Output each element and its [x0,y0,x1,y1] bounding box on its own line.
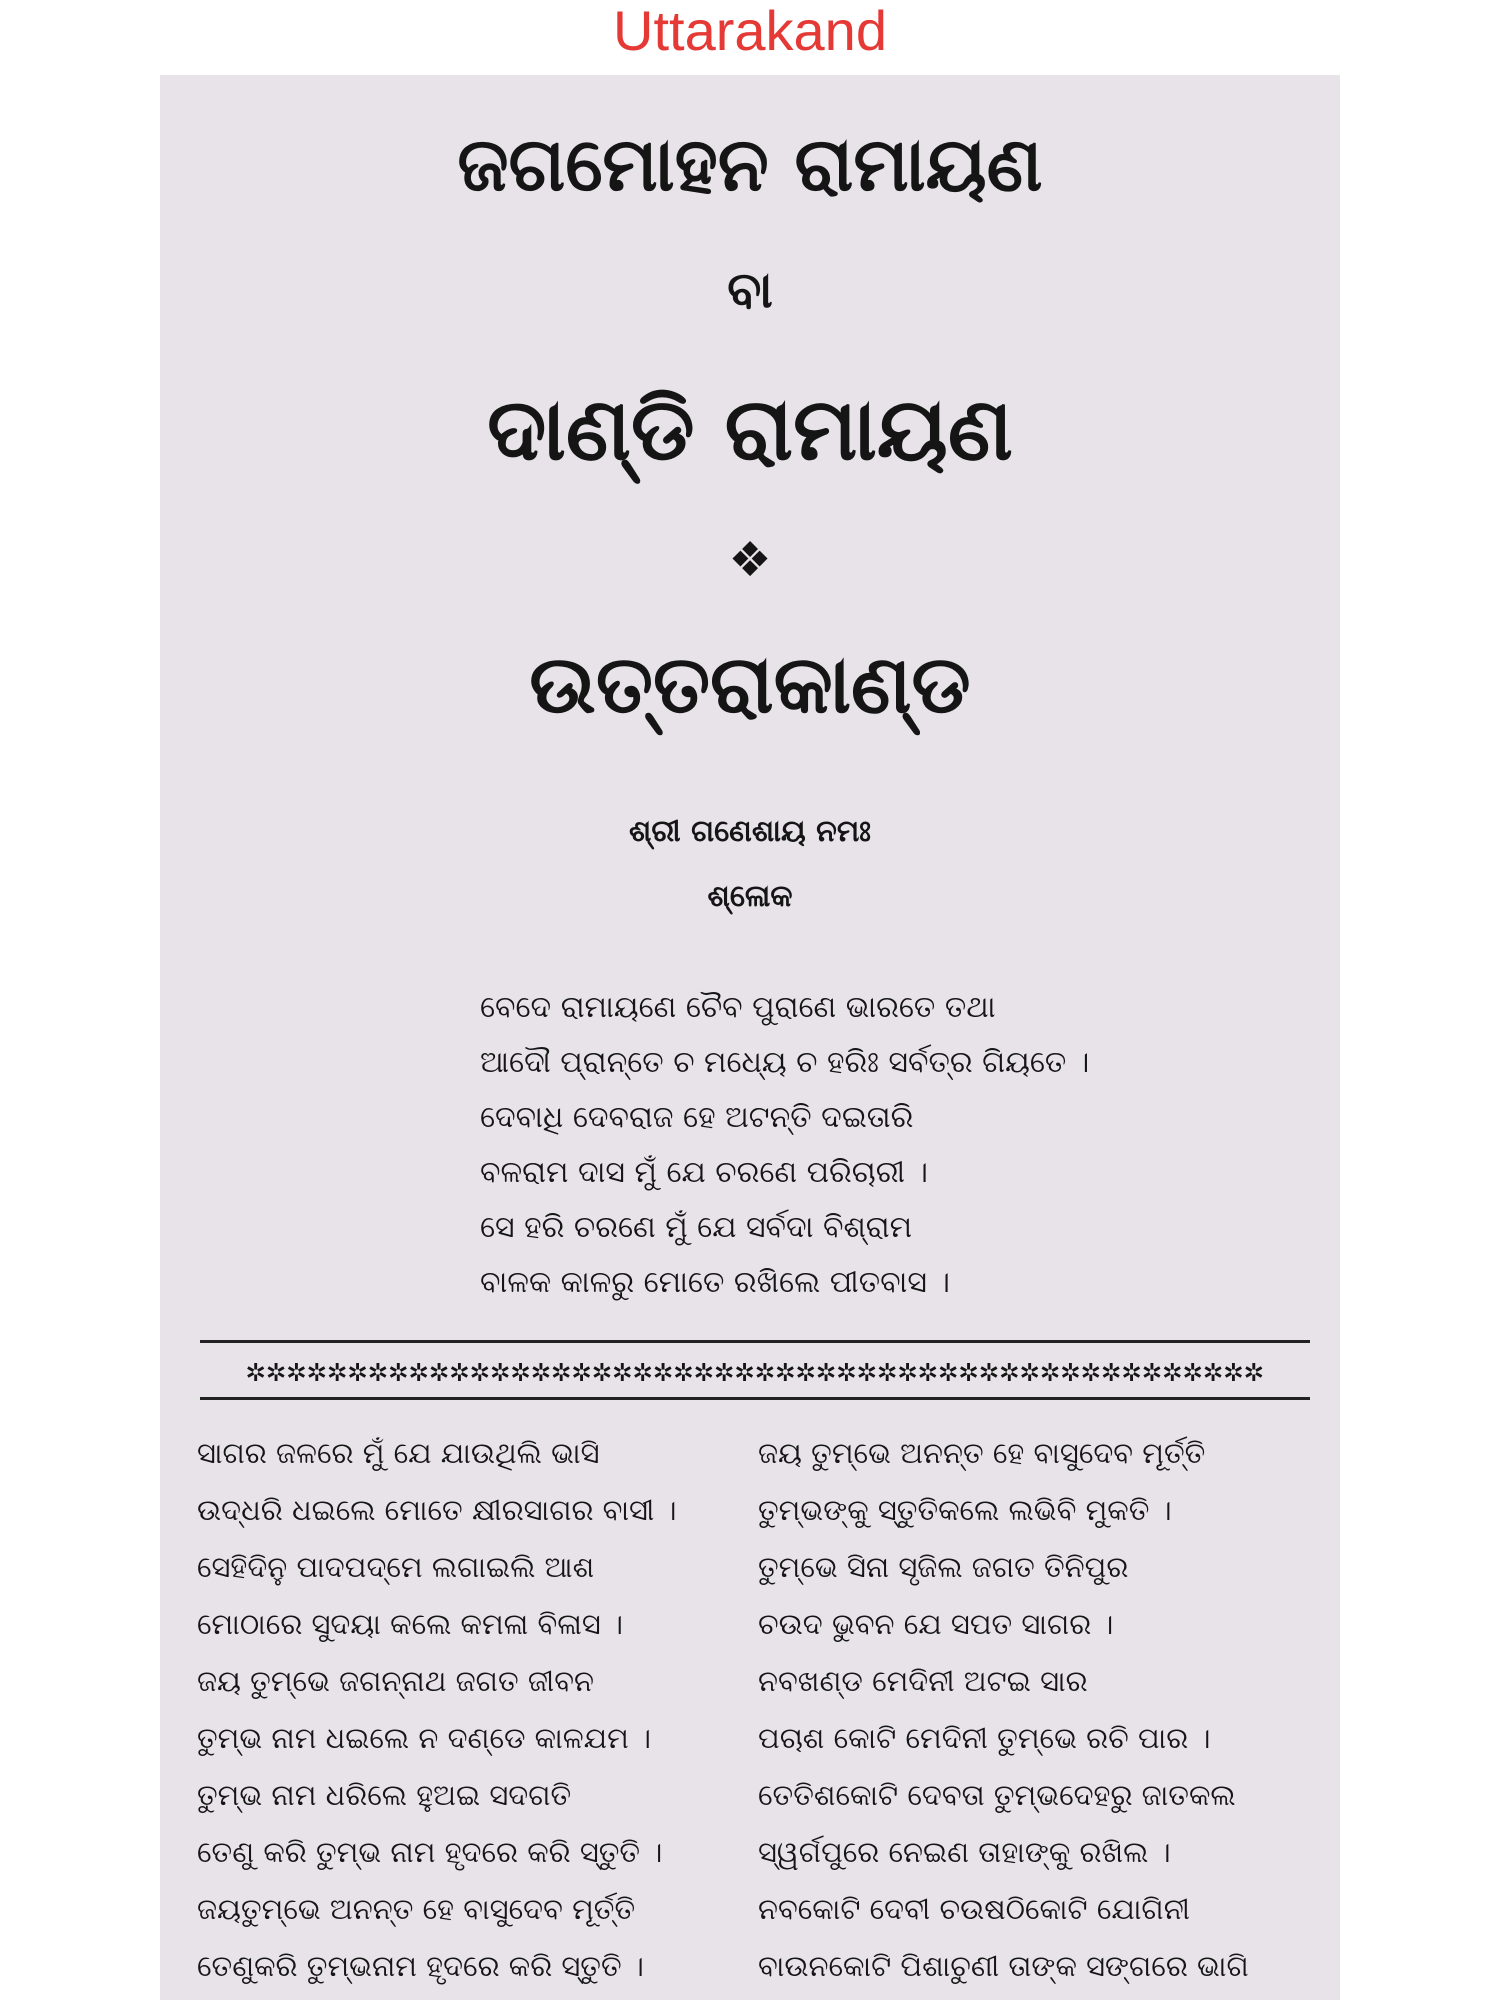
shloka-block [480,980,1300,1310]
verse-line-right: ନବକୋଟି ଦେବୀ ଚଉଷଠିକୋଟି ଯୋଗିନୀ [758,1892,1191,1926]
verse-line-right: ତେତିଶକୋଟି ଦେବତା ତୁମ୍ଭଦେହରୁ ଜାତକଲ [758,1778,1236,1812]
verse-line-left: ତେଣୁ କରି ତୁମ୍ଭ ନାମ ହୃଦରେ କରି ସ୍ତୁତି । [197,1835,663,1869]
verse-line-right: ତୁମ୍ଭେ ସିନା ସୃଜିଲ ଜଗତ ତିନିପୁର [758,1550,1129,1584]
verse-line-right: ନବଖଣ୍ଡ ମେଦିନୀ ଅଟଇ ସାର [758,1664,1088,1698]
verse-line-right: ବାଉନକୋଟି ପିଶାଚୁଣୀ ତାଙ୍କ ସଙ୍ଗରେ ଭାଗି [758,1949,1249,1983]
ornament-icon: ❖ [728,532,772,588]
section-title: ଉତ୍ତରାକାଣ୍ଡ [529,638,971,731]
title-conjunction: ବା [727,261,773,319]
scanned-page [160,75,1340,2000]
verse-line-left: ତୁମ୍ଭ ନାମ ଧରିଲେ ହୁଅଇ ସଦଗତି [197,1778,572,1812]
shloka-line: ବଳରାମ ଦାସ ମୁଁ ଯେ ଚରଣେ ପରିଚାରୀ । [480,1155,929,1190]
verse-line-right: ଚଉଦ ଭୁବନ ଯେ ସପତ ସାଗର । [758,1607,1114,1641]
verse-line-left: ତୁମ୍ଭ ନାମ ଧଇଲେ ନ ଦଣ୍ଡେ କାଳଯମ । [197,1721,652,1755]
verse-line-left: ତେଣୁକରି ତୁମ୍ଭନାମ ହୃଦରେ କରି ସ୍ତୁତି । [197,1949,644,1983]
verse-line-right: ସ୍ୱର୍ଗପୁରେ ନେଇଣ ତାହାଙ୍କୁ ରଖିଲ । [758,1835,1171,1869]
verse-line-right: ପଚାଶ କୋଟି ମେଦିନୀ ତୁମ୍ଭେ ରଚି ପାର । [758,1721,1211,1755]
right-verse-column [758,1425,1318,1995]
shloka-line: ଆଦୌ ପ୍ରାନ୍ତେ ଚ ମଧ୍ୟେ ଚ ହରିଃ ସର୍ବତ୍ର ଗିୟତେ । [480,1045,1090,1080]
verse-line-left: ସେହିଦିନୁ ପାଦପଦ୍ମେ ଲଗାଇଲି ଆଶ [197,1550,595,1584]
page-title: ଜଗମୋହନ ରାମାୟଣ [457,122,1043,208]
verse-line-left: ସାଗର ଜଳରେ ମୁଁ ଯେ ଯାଉଥିଲି ଭାସି [197,1436,600,1470]
verse-line-right: ତୁମ୍ଭଙ୍କୁ ସ୍ତୁତିକଲେ ଲଭିବି ମୁକତି । [758,1493,1172,1527]
separator-rule-top [200,1340,1310,1343]
header-label: Uttarakand [613,0,887,62]
verse-line-left: ଜୟ ତୁମ୍ଭେ ଜଗନ୍ନାଥ ଜଗତ ଜୀବନ [197,1664,594,1698]
verse-line-left: ଉଦ୍ଧରି ଧଇଲେ ମୋତେ କ୍ଷୀରସାଗର ବାସୀ । [197,1493,677,1527]
separator-rule-bottom [200,1397,1310,1400]
invocation-line: ଶ୍ରୀ ଗଣେଶାୟ ନମଃ [629,814,871,849]
left-verse-column [197,1425,757,1995]
verse-line-right: ଜୟ ତୁମ୍ଭେ ଅନନ୍ତ ହେ ବାସୁଦେବ ମୂର୍ତ୍ତି [758,1436,1206,1470]
page-subtitle: ଦାଣ୍ଡି ରାମାୟଣ [487,380,1013,480]
verse-line-left: ଜୟତୁମ୍ଭେ ଅନନ୍ତ ହେ ବାସୁଦେବ ମୂର୍ତ୍ତି [197,1892,636,1926]
shloka-line: ଦେବାଧି ଦେବରାଜ ହେ ଅଟନ୍ତି ଦଇତାରି [480,1100,914,1135]
shloka-heading: ଶ୍ଳୋକ [707,879,793,914]
shloka-line: ବାଳକ କାଳରୁ ମୋତେ ରଖିଲେ ପୀତବାସ । [480,1265,950,1300]
star-separator: ✲✲✲✲✲✲✲✲✲✲✲✲✲✲✲✲✲✲✲✲✲✲✲✲✲✲✲✲✲✲✲✲✲✲✲✲✲✲✲✲✲✲✲✲✲✲✲✲✲✲ [245,1350,1265,1389]
shloka-line: ବେଦେ ରାମାୟଣେ ଚୈବ ପୁରାଣେ ଭାରତେ ତଥା [480,990,996,1025]
shloka-line: ସେ ହରି ଚରଣେ ମୁଁ ଯେ ସର୍ବଦା ବିଶ୍ରାମ [480,1210,913,1245]
verse-line-left: ମୋଠାରେ ସୁଦୟା କଲେ କମଳା ବିଳାସ । [197,1607,624,1641]
